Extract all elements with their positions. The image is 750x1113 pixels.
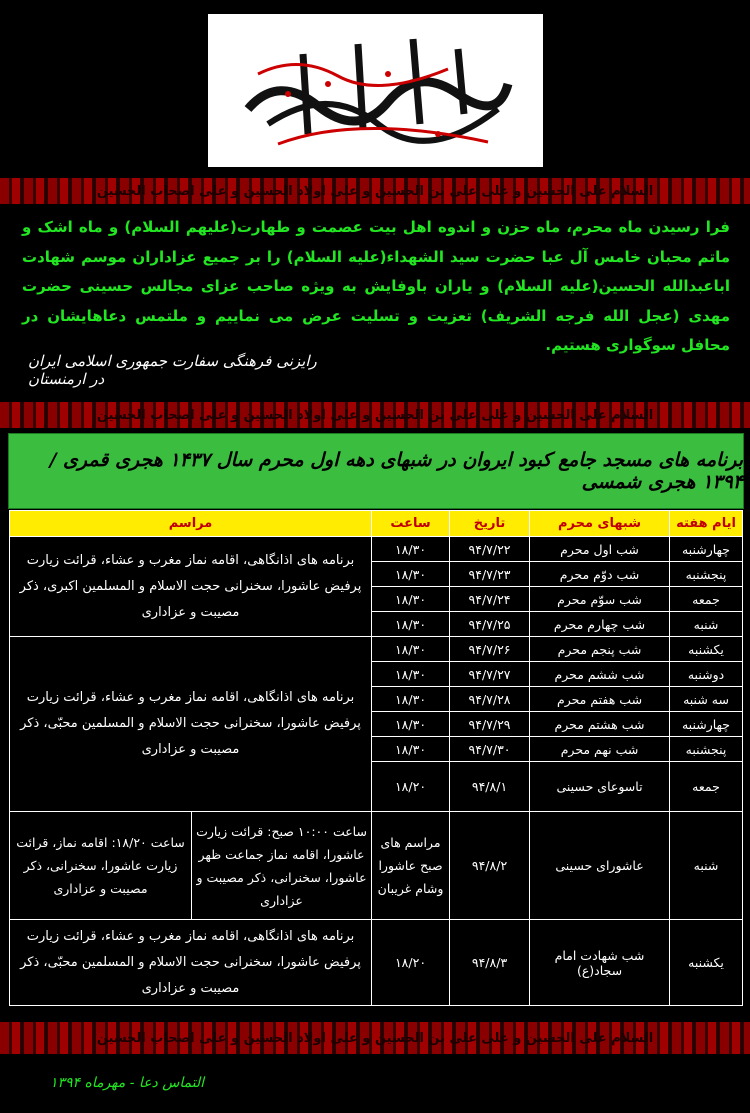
cell-time: ۱۸/۲۰ bbox=[372, 920, 450, 1006]
table-row bbox=[10, 812, 743, 920]
cell-night: شب شهادت امام سجاد(ع) bbox=[530, 920, 670, 1006]
cell-day: چهارشنبه bbox=[670, 712, 743, 737]
cell-day: جمعه bbox=[670, 587, 743, 612]
header-night: شبهای محرم bbox=[530, 511, 670, 537]
band-text: السلام علی الحسین و علی علی بن الحسین و علی اولاد الحسین و علی اصحاب الحسین bbox=[96, 1030, 654, 1046]
schedule-table bbox=[9, 510, 743, 1006]
cell-date: ۹۴/۷/۲۲ bbox=[450, 537, 530, 562]
table-row bbox=[10, 537, 743, 562]
schedule-title bbox=[8, 433, 744, 509]
cell-night: شب دوّم محرم bbox=[530, 562, 670, 587]
decorative-band-top bbox=[0, 178, 750, 204]
cell-night: شب پنجم محرم bbox=[530, 637, 670, 662]
cell-date: ۹۴/۷/۲۶ bbox=[450, 637, 530, 662]
table-row bbox=[10, 920, 743, 1006]
band-text: السلام علی الحسین و علی علی بن الحسین و علی اولاد الحسین و علی اصحاب الحسین bbox=[96, 183, 654, 199]
cell-time: ۱۸/۳۰ bbox=[372, 687, 450, 712]
cell-day: یکشنبه bbox=[670, 637, 743, 662]
table-row bbox=[10, 637, 743, 662]
cell-ashura-morning: ساعت ۱۰:۰۰ صبح: قرائت زیارت عاشورا، اقامه نماز جماعت ظهر عاشورا، سخنرانی، ذکر مصیبت و عزاداری bbox=[192, 812, 372, 920]
header-date: تاریخ bbox=[450, 511, 530, 537]
cell-time: مراسم های صبح عاشورا وشام غریبان bbox=[372, 812, 450, 920]
cell-day: سه شنبه bbox=[670, 687, 743, 712]
cell-time: ۱۸/۳۰ bbox=[372, 587, 450, 612]
header-time: ساعت bbox=[372, 511, 450, 537]
cell-time: ۱۸/۲۰ bbox=[372, 762, 450, 812]
cell-day: شنبه bbox=[670, 612, 743, 637]
cell-date: ۹۴/۷/۲۴ bbox=[450, 587, 530, 612]
table-header-row bbox=[10, 511, 743, 537]
cell-night: شب نهم محرم bbox=[530, 737, 670, 762]
cell-night: شب ششم محرم bbox=[530, 662, 670, 687]
cell-day: پنجشنبه bbox=[670, 737, 743, 762]
decorative-band-bottom bbox=[0, 1022, 750, 1054]
cell-time: ۱۸/۳۰ bbox=[372, 562, 450, 587]
cell-date: ۹۴/۷/۲۷ bbox=[450, 662, 530, 687]
cell-time: ۱۸/۳۰ bbox=[372, 537, 450, 562]
cell-date: ۹۴/۷/۲۵ bbox=[450, 612, 530, 637]
cell-night: شب چهارم محرم bbox=[530, 612, 670, 637]
decorative-band-middle bbox=[0, 402, 750, 428]
header-ceremony: مراسم bbox=[10, 511, 372, 537]
cell-date: ۹۴/۸/۱ bbox=[450, 762, 530, 812]
signature: رایزنی فرهنگی سفارت جمهوری اسلامی ایران در ارمنستان bbox=[28, 352, 317, 388]
cell-night: شب هشتم محرم bbox=[530, 712, 670, 737]
cell-time: ۱۸/۳۰ bbox=[372, 737, 450, 762]
cell-day: شنبه bbox=[670, 812, 743, 920]
cell-date: ۹۴/۷/۲۸ bbox=[450, 687, 530, 712]
cell-time: ۱۸/۳۰ bbox=[372, 662, 450, 687]
intro-paragraph: فرا رسیدن ماه محرم، ماه حزن و اندوه اهل بیت عصمت و طهارت(علیهم السلام) و ماه اشک و ماتم محبان خامس آل عبا حضرت سید الشهداء(علیه السلام) را بر جمیع عزاداران موسم شهادت اباعبدالله الحسین(علیه السلام) و یاران باوفایش به ویژه صاحب عزای مجالس حسینی حضرت مهدی (عجل الله فرجه الشریف) تعزیت و تسلیت عرض می نماییم و ملتمس دعاهایشان در محافل سوگواری هستیم. bbox=[22, 218, 730, 354]
cell-night: عاشورای حسینی bbox=[530, 812, 670, 920]
cell-program: برنامه های اذانگاهی، اقامه نماز مغرب و عشاء، قرائت زیارت پرفیض عاشورا، سخنرانی حجت الاسلام و المسلمین محبّی، ذکر مصیبت و عزاداری bbox=[10, 637, 372, 812]
cell-time: ۱۸/۳۰ bbox=[372, 612, 450, 637]
cell-program: برنامه های اذانگاهی، اقامه نماز مغرب و عشاء، قرائت زیارت پرفیض عاشورا، سخنرانی حجت الاسلام و المسلمین اکبری، ذکر مصیبت و عزاداری bbox=[10, 537, 372, 637]
calligraphy-logo bbox=[208, 14, 543, 167]
cell-night: شب هفتم محرم bbox=[530, 687, 670, 712]
cell-night: تاسوعای حسینی bbox=[530, 762, 670, 812]
cell-ashura-evening: ساعت ۱۸/۲۰: اقامه نماز، قرائت زیارت عاشورا، سخنرانی، ذکر مصیبت و عزاداری bbox=[10, 812, 192, 920]
cell-program: برنامه های اذانگاهی، اقامه نماز مغرب و عشاء، قرائت زیارت پرفیض عاشورا، سخنرانی حجت الاسلام و المسلمین محبّی، ذکر مصیبت و عزاداری bbox=[10, 920, 372, 1006]
schedule-title-text: برنامه های مسجد جامع کبود ایروان در شبهای دهه اول محرم سال ۱۴۳۷ هجری قمری / ۱۳۹۴ هجری شمسی bbox=[49, 449, 743, 493]
footer-text: التماس دعا - مهرماه ۱۳۹۴ bbox=[50, 1075, 205, 1091]
cell-date: ۹۴/۸/۳ bbox=[450, 920, 530, 1006]
cell-night: شب سوّم محرم bbox=[530, 587, 670, 612]
cell-day: دوشنبه bbox=[670, 662, 743, 687]
header-weekday: ایام هفته bbox=[670, 511, 743, 537]
cell-date: ۹۴/۸/۲ bbox=[450, 812, 530, 920]
cell-date: ۹۴/۷/۳۰ bbox=[450, 737, 530, 762]
calligraphy-emblem bbox=[208, 14, 543, 167]
cell-day: پنجشنبه bbox=[670, 562, 743, 587]
band-text: السلام علی الحسین و علی علی بن الحسین و علی اولاد الحسین و علی اصحاب الحسین bbox=[96, 407, 654, 423]
cell-day: جمعه bbox=[670, 762, 743, 812]
cell-date: ۹۴/۷/۲۳ bbox=[450, 562, 530, 587]
cell-night: شب اول محرم bbox=[530, 537, 670, 562]
cell-day: یکشنبه bbox=[670, 920, 743, 1006]
cell-day: چهارشنبه bbox=[670, 537, 743, 562]
cell-time: ۱۸/۳۰ bbox=[372, 637, 450, 662]
cell-time: ۱۸/۳۰ bbox=[372, 712, 450, 737]
cell-date: ۹۴/۷/۲۹ bbox=[450, 712, 530, 737]
